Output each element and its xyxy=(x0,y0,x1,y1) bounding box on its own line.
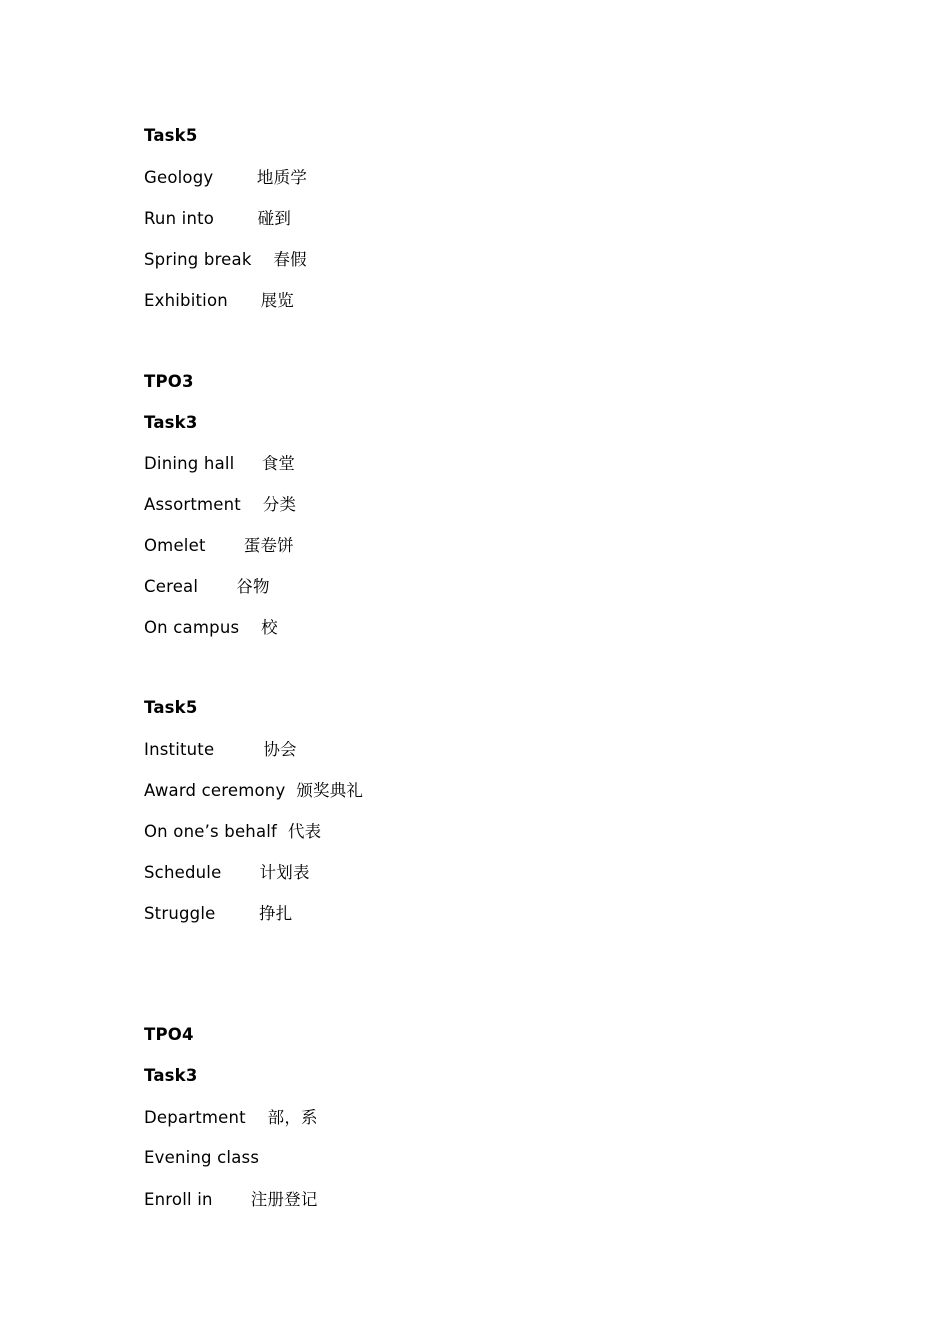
vocab-entry xyxy=(144,535,294,557)
vocab-term: Evening class xyxy=(144,1148,260,1167)
vocab-gloss: 协会 xyxy=(263,740,297,759)
vocab-entry xyxy=(144,1107,318,1129)
vocab-entry xyxy=(144,494,296,516)
vocab-gloss: 食堂 xyxy=(261,454,296,473)
vocab-entry xyxy=(144,617,278,639)
vocab-term: On campus xyxy=(144,618,240,637)
vocab-gloss: 碰到 xyxy=(257,209,292,228)
vocab-gap xyxy=(215,904,259,923)
section-heading: TPO3 xyxy=(144,372,194,391)
vocab-entry xyxy=(144,249,307,271)
vocab-entry xyxy=(144,1189,318,1211)
vocab-entry xyxy=(144,167,307,189)
vocab-term: Cereal xyxy=(144,577,199,596)
vocab-gloss: 代表 xyxy=(287,822,322,841)
section-heading: Task5 xyxy=(144,126,198,145)
vocab-term: Institute xyxy=(144,740,215,759)
section-heading: TPO4 xyxy=(144,1025,194,1044)
vocab-gap xyxy=(213,1190,251,1209)
vocab-entry xyxy=(144,1147,259,1169)
vocab-gloss: 计划表 xyxy=(259,863,310,882)
vocab-term: Assortment xyxy=(144,495,241,514)
vocab-gap xyxy=(241,495,263,514)
vocab-gap xyxy=(252,250,274,269)
vocab-gap xyxy=(277,822,288,841)
vocab-entry xyxy=(144,821,321,843)
vocab-term: Enroll in xyxy=(144,1190,213,1209)
vocab-term: Spring break xyxy=(144,250,252,269)
section-subheading: Task3 xyxy=(144,1066,198,1085)
vocab-gap xyxy=(214,209,258,228)
vocab-gap xyxy=(228,291,261,310)
vocab-gloss: 谷物 xyxy=(236,577,270,596)
section-heading: Task5 xyxy=(144,698,198,717)
vocab-gloss: 部，系 xyxy=(267,1108,318,1127)
vocab-gloss: 蛋卷饼 xyxy=(243,536,294,555)
vocab-term: Run into xyxy=(144,209,215,228)
vocab-term: Omelet xyxy=(144,536,206,555)
vocab-gloss: 颁奖典礼 xyxy=(296,781,364,800)
vocab-term: On one’s behalf xyxy=(144,822,278,841)
vocab-entry xyxy=(144,453,295,475)
vocab-term: Award ceremony xyxy=(144,781,286,800)
vocab-entry xyxy=(144,739,297,761)
vocab-gloss: 展览 xyxy=(260,291,294,310)
vocab-entry xyxy=(144,208,291,230)
vocab-term: Dining hall xyxy=(144,454,235,473)
vocab-gloss: 校 xyxy=(261,618,278,637)
vocab-entry xyxy=(144,780,363,802)
vocab-gloss: 地质学 xyxy=(256,168,308,187)
vocab-entry xyxy=(144,290,294,312)
vocab-gloss: 分类 xyxy=(262,495,297,514)
vocab-entry xyxy=(144,576,270,598)
vocab-gloss: 春假 xyxy=(273,250,307,269)
vocab-entry xyxy=(144,903,292,925)
vocab-term: Struggle xyxy=(144,904,216,923)
vocab-term: Schedule xyxy=(144,863,222,882)
vocab-gap xyxy=(214,740,263,759)
vocab-gap xyxy=(206,536,244,555)
section-subheading: Task3 xyxy=(144,413,198,432)
vocab-gap xyxy=(221,863,259,882)
vocab-gap xyxy=(239,618,261,637)
vocab-term: Department xyxy=(144,1108,246,1127)
vocab-gap xyxy=(246,1108,268,1127)
vocab-entry xyxy=(144,862,310,884)
vocab-gap xyxy=(234,454,261,473)
vocab-gap xyxy=(198,577,236,596)
vocab-gap xyxy=(285,781,296,800)
vocab-gloss: 挣扎 xyxy=(259,904,293,923)
vocab-gap xyxy=(213,168,257,187)
vocab-term: Exhibition xyxy=(144,291,228,310)
vocab-gloss: 注册登记 xyxy=(250,1190,318,1209)
vocab-term: Geology xyxy=(144,168,214,187)
